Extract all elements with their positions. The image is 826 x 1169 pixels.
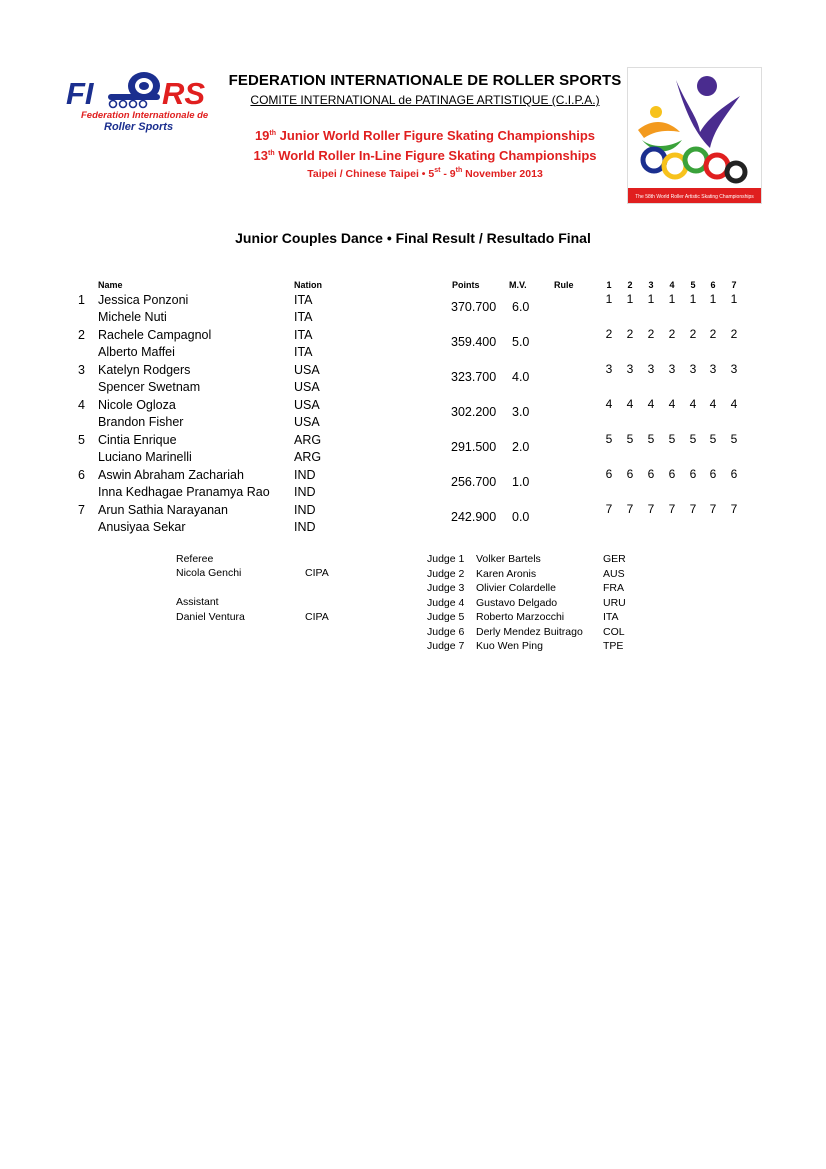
judge-6-placing: 1 xyxy=(709,292,717,306)
judge-1-placing: 4 xyxy=(605,397,613,411)
judge-name: Roberto Marzocchi xyxy=(476,611,565,623)
skater-1-nation: ITA xyxy=(294,328,313,342)
skater-2-nation: ITA xyxy=(294,345,313,359)
logo-text-rs: RS xyxy=(162,76,206,111)
points: 370.700 xyxy=(451,300,497,314)
judge-5-placing: 6 xyxy=(689,467,697,481)
result-row xyxy=(0,363,826,398)
col-mv: M.V. xyxy=(509,280,527,290)
judge-label: Judge 3 xyxy=(427,582,465,594)
judge-label: Judge 7 xyxy=(427,640,465,652)
judge-name: Volker Bartels xyxy=(476,553,541,565)
judge-2-placing: 3 xyxy=(626,362,634,376)
judge-5-placing: 1 xyxy=(689,292,697,306)
referee-name: Nicola Genchi xyxy=(176,567,242,579)
points: 291.500 xyxy=(451,440,497,454)
result-row xyxy=(0,328,826,363)
skater-2-name: Inna Kedhagae Pranamya Rao xyxy=(98,485,270,499)
result-row xyxy=(0,503,826,538)
col-nation: Nation xyxy=(294,280,322,290)
judge-7-placing: 4 xyxy=(730,397,738,411)
judge-5-placing: 7 xyxy=(689,502,697,516)
col-judge-2: 2 xyxy=(627,280,633,290)
judge-5-placing: 2 xyxy=(689,327,697,341)
result-row xyxy=(0,433,826,468)
judge-1-placing: 7 xyxy=(605,502,613,516)
judge-1-placing: 5 xyxy=(605,432,613,446)
judge-label: Judge 6 xyxy=(427,625,465,638)
judge-4-placing: 4 xyxy=(668,397,676,411)
judge-2-placing: 1 xyxy=(626,292,634,306)
skater-1-name: Arun Sathia Narayanan xyxy=(98,503,228,517)
judge-2-placing: 6 xyxy=(626,467,634,481)
judge-3-placing: 4 xyxy=(647,397,655,411)
skater-2-name: Spencer Swetnam xyxy=(98,380,201,394)
skater-2-name: Luciano Marinelli xyxy=(98,450,192,464)
judge-4-placing: 5 xyxy=(668,432,676,446)
judge-3-placing: 1 xyxy=(647,292,655,306)
skater-1-nation: IND xyxy=(294,468,316,482)
judge-4-placing: 1 xyxy=(668,292,676,306)
rank: 6 xyxy=(78,468,85,482)
judge-7-placing: 3 xyxy=(730,362,738,376)
judge-4-placing: 7 xyxy=(668,502,676,516)
result-row xyxy=(0,398,826,433)
skater-2-nation: USA xyxy=(294,415,320,429)
judge-3-placing: 6 xyxy=(647,467,655,481)
skater-1-name: Aswin Abraham Zachariah xyxy=(98,468,244,482)
championship-logo xyxy=(627,67,762,204)
col-judge-5: 5 xyxy=(690,280,696,290)
mv: 4.0 xyxy=(512,370,530,384)
judge-7-placing: 1 xyxy=(730,292,738,306)
roller-skate-icon xyxy=(108,72,160,108)
document-title: Junior Couples Dance • Final Result / Resultado Final xyxy=(235,230,591,246)
mv: 1.0 xyxy=(512,475,530,489)
skater-1-nation: ITA xyxy=(294,293,313,307)
rank: 3 xyxy=(78,363,85,377)
rank: 2 xyxy=(78,328,85,342)
judge-nation: AUS xyxy=(603,567,625,580)
mv: 3.0 xyxy=(512,405,530,419)
points: 359.400 xyxy=(451,335,497,349)
championship-title-2: 13th World Roller In-Line Figure Skating Championships xyxy=(253,148,597,163)
skater-1-nation: USA xyxy=(294,363,320,377)
judge-2-placing: 7 xyxy=(626,502,634,516)
judge-label: Judge 1 xyxy=(427,553,465,565)
judge-name: Karen Aronis xyxy=(476,567,537,580)
skater-2-nation: IND xyxy=(294,520,316,534)
judge-nation: ITA xyxy=(603,611,619,623)
judge-2-placing: 2 xyxy=(626,327,634,341)
judge-6-placing: 6 xyxy=(709,467,717,481)
judge-nation: TPE xyxy=(603,640,624,652)
judge-7-placing: 7 xyxy=(730,502,738,516)
mv: 5.0 xyxy=(512,335,530,349)
firs-logo xyxy=(66,70,222,136)
points: 256.700 xyxy=(451,475,497,489)
judge-4-placing: 2 xyxy=(668,327,676,341)
federation-name: FEDERATION INTERNATIONALE DE ROLLER SPORTS xyxy=(228,72,622,89)
mv: 0.0 xyxy=(512,510,530,524)
points: 302.200 xyxy=(451,405,497,419)
col-judge-4: 4 xyxy=(669,280,675,290)
judge-nation: URU xyxy=(603,596,626,609)
skater-1-nation: ARG xyxy=(294,433,322,447)
skater-2-name: Michele Nuti xyxy=(98,310,167,324)
judge-3-placing: 3 xyxy=(647,362,655,376)
rank: 4 xyxy=(78,398,85,412)
judge-7-placing: 6 xyxy=(730,467,738,481)
judge-name: Derly Mendez Buitrago xyxy=(476,625,583,638)
rank: 7 xyxy=(78,503,85,517)
judge-3-placing: 2 xyxy=(647,327,655,341)
judge-name: Olivier Colardelle xyxy=(476,582,556,594)
judge-nation: GER xyxy=(603,553,626,565)
judge-name: Gustavo Delgado xyxy=(476,596,558,609)
skater-2-name: Brandon Fisher xyxy=(98,415,184,429)
assistant-label: Assistant xyxy=(176,596,219,608)
col-name: Name xyxy=(98,280,123,290)
skater-1-nation: USA xyxy=(294,398,320,412)
skater-figure-icon xyxy=(638,76,740,151)
skater-1-name: Cintia Enrique xyxy=(98,433,177,447)
skater-2-nation: ARG xyxy=(294,450,322,464)
referee-org: CIPA xyxy=(305,567,329,579)
judge-2-placing: 5 xyxy=(626,432,634,446)
judge-1-placing: 2 xyxy=(605,327,613,341)
judge-4-placing: 3 xyxy=(668,362,676,376)
skater-1-nation: IND xyxy=(294,503,316,517)
skater-2-name: Alberto Maffei xyxy=(98,345,175,359)
col-judge-7: 7 xyxy=(731,280,737,290)
judge-1-placing: 1 xyxy=(605,292,613,306)
points: 323.700 xyxy=(451,370,497,384)
judge-6-placing: 5 xyxy=(709,432,717,446)
judge-1-placing: 6 xyxy=(605,467,613,481)
assistant-org: CIPA xyxy=(305,611,329,623)
skater-2-nation: USA xyxy=(294,380,320,394)
skater-2-nation: ITA xyxy=(294,310,313,324)
judge-5-placing: 3 xyxy=(689,362,697,376)
olympic-rings-icon xyxy=(643,149,745,181)
judge-6-placing: 2 xyxy=(709,327,717,341)
col-judge-1: 1 xyxy=(606,280,612,290)
judge-2-placing: 4 xyxy=(626,397,634,411)
logo-text-fi: FI xyxy=(66,76,94,111)
col-judge-3: 3 xyxy=(648,280,654,290)
judge-6-placing: 3 xyxy=(709,362,717,376)
judge-1-placing: 3 xyxy=(605,362,613,376)
skater-2-name: Anusiyaa Sekar xyxy=(98,520,186,534)
result-row xyxy=(0,468,826,503)
referee-label: Referee xyxy=(176,553,214,565)
col-points: Points xyxy=(452,280,480,290)
committee-name: COMITE INTERNATIONAL de PATINAGE ARTISTIQUE (C.I.P.A.) xyxy=(250,93,600,107)
venue-dates: Taipei / Chinese Taipei • 5st - 9th November 2013 xyxy=(307,167,543,180)
judge-label: Judge 4 xyxy=(427,596,465,609)
judge-name: Kuo Wen Ping xyxy=(476,640,543,652)
assistant-name: Daniel Ventura xyxy=(176,611,245,623)
judge-label: Judge 2 xyxy=(427,567,465,580)
judge-5-placing: 5 xyxy=(689,432,697,446)
logo-caption: The 58th World Roller Artistic Skating Championships xyxy=(635,194,754,200)
judge-4-placing: 6 xyxy=(668,467,676,481)
judge-nation: COL xyxy=(603,625,625,638)
mv: 2.0 xyxy=(512,440,530,454)
skater-2-nation: IND xyxy=(294,485,316,499)
judge-6-placing: 7 xyxy=(709,502,717,516)
col-rule: Rule xyxy=(554,280,574,290)
championship-title-1: 19th Junior World Roller Figure Skating Championships xyxy=(254,128,596,143)
judge-6-placing: 4 xyxy=(709,397,717,411)
mv: 6.0 xyxy=(512,300,530,314)
rank: 1 xyxy=(78,293,85,307)
skater-1-name: Rachele Campagnol xyxy=(98,328,212,342)
logo-line-1: Federation Internationale de xyxy=(81,110,209,121)
skater-1-name: Nicole Ogloza xyxy=(98,398,176,412)
judge-3-placing: 5 xyxy=(647,432,655,446)
col-judge-6: 6 xyxy=(710,280,716,290)
judge-7-placing: 5 xyxy=(730,432,738,446)
result-row xyxy=(0,293,826,328)
logo-line-2: Roller Sports xyxy=(104,121,174,133)
points: 242.900 xyxy=(451,510,497,524)
skater-1-name: Jessica Ponzoni xyxy=(98,293,189,307)
judge-3-placing: 7 xyxy=(647,502,655,516)
judge-label: Judge 5 xyxy=(427,611,465,623)
skater-1-name: Katelyn Rodgers xyxy=(98,363,191,377)
rank: 5 xyxy=(78,433,85,447)
judge-7-placing: 2 xyxy=(730,327,738,341)
judge-nation: FRA xyxy=(603,582,624,594)
judge-5-placing: 4 xyxy=(689,397,697,411)
